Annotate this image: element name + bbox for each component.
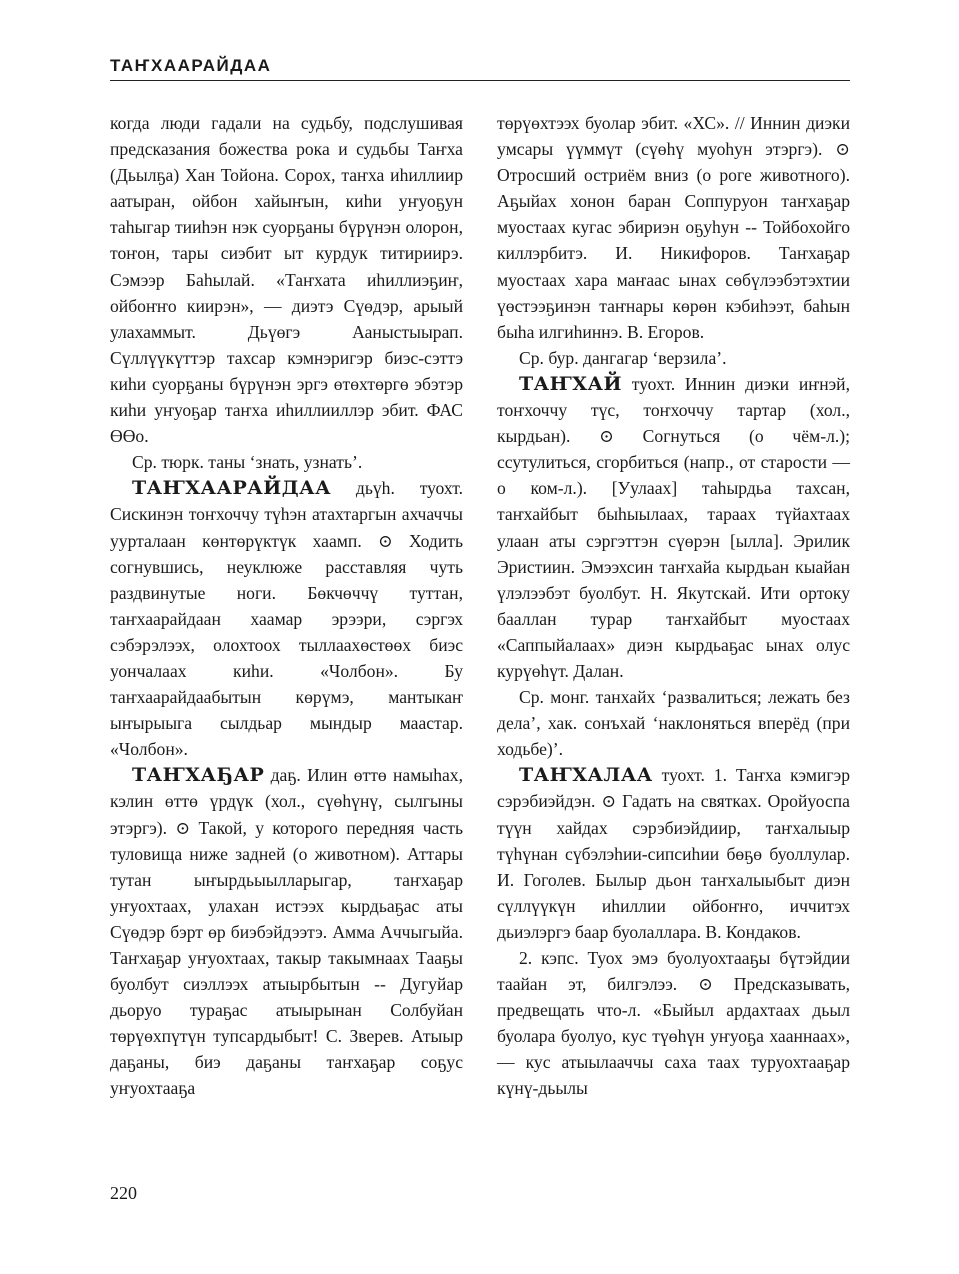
right-column <box>497 110 850 1102</box>
entry-tanhalaa-text: туохт. 1. Таҥха кэмигэр сэрэбиэйдэн. ⊙ Гадать на святках. Оройуоспа түүн хайдах сэрэбиэйдиир, таҥхалыыр түһүнан сүбэлэһии-сипсиһии бөҕө буоллулар. И. Гоголев. Былыр дьон таҥхалыыбыт диэн сүллүүкүн иһиллии ойбоҥҥо, иччитэх дьиэлэргэ баар буолаллара. В. Кондаков. <box>497 765 851 942</box>
right-etymology-1: Ср. бур. дангагар ‘верзила’. <box>519 347 727 368</box>
left-paragraph-1: когда люди гадали на судьбу, подслушивая предсказания божества рока и судьбы Таҥха (Дьылҕа) Хан Тойона. Сорох, таҥха иһиллиир аатыран, ойбон хайыҥын, киһи уҥуоҕун таһыгар тииһэн нэк суорҕаны бүрүнэн олорон, тоҥон, тары сиэбит ыт курдук титириирэ. Сэмээр Баһылай. «Таҥхата иһиллиэҕиҥ, ойбоҥҥо киирэн», — диэтэ Сүөдэр, арыый улахаммыт. Дьүөгэ Ааныстыырап. Сүллүүкүттэр тахсар кэмнэригэр биэс-сэттэ киһи суорҕаны бүрүнэн эргэ өтөхтөргө эбэтэр киһи уҥуоҕар таҥха иһиллииллэр эбит. ФАС ӨӨо. <box>110 113 463 447</box>
headword-tanhalaa: ТАҤХАЛАА <box>519 764 653 787</box>
right-paragraph-1: төрүөхтээх буолар эбит. «ХС». // Иннин диэки умсары үүммүт (сүөһү муоһун этэргэ). ⊙ Отросший остриём вниз (о роге животного). Аҕыйах хонон баран Соппуруон таҥхаҕар муостаах кугас эбириэн оҕуһун -- Тойбохойго киллэрбитэ. И. Никифоров. Таҥхаҕар муостаах хара маҥаас ынах сөбүлээбэтэхтии үөстээҕинэн таҥнары көрөн кэбиһээт, баһын быһа илгиһиннэ. В. Егоров. <box>497 113 850 342</box>
headword-tanhaaraidaa: ТАҤХААРАЙДАА <box>132 477 332 500</box>
headword-tanhai: ТАҤХАЙ <box>519 372 622 395</box>
header-rule <box>110 80 850 81</box>
entry-tanhaaraidaa <box>110 475 463 762</box>
entry-tanhalaa <box>497 762 850 945</box>
entry-tanhai <box>497 371 850 684</box>
entry-tanhai-text: туохт. Иннин диэки иҥнэй, тоҥхоччу түс, тоҥхоччу тартар (хол., кырдьан). ⊙ Согнуться (о чём-л.); ссутулиться, сгорбиться (напр., от старости — о ком-л.). [Уулаах] таһырдьа тахсан, таҥхайбыт быһыылаах, тараах түйахтаах улаан аты сэргэттэн сүөрэн [ылла]. Эрилик Эристиин. Эмээхсин таҥхайа кырдьан кыайан үлэлээбэт буолбут. Н. Якутскай. Ити ортоку бааллан турар таҥхайбыт муостаах «Саппыйалаах» диэн кырдьаҕас ынах олус курүөһүт. Далан. <box>497 373 850 681</box>
headword-tanhagar: ТАҤХАҔАР <box>132 764 265 787</box>
right-etymology-2: Ср. монг. танхайх ‘развалиться; лежать без дела’, хак. сонъхай ‘наклоняться вперёд (при ходьбе)’. <box>497 687 850 760</box>
left-etymology: Ср. тюрк. таны ‘знать, узнать’. <box>132 452 363 473</box>
running-title: ТАҤХААРАЙДАА <box>110 56 272 75</box>
entry-tanhalaa-sense-2: 2. кэпс. Туох эмэ буолуохтааҕы бүтэйдии таайан эт, билгэлээ. ⊙ Предсказывать, предвещать что-л. «Быйыл ардахтаах дьыл буолара буолуо, кус түөһүн уҥуоҕа хааннаах», — кус атыылааччы саха таах туруохтааҕар күнү-дьылы <box>497 948 850 1099</box>
entry-tanhagar-text: даҕ. Илин өттө намыһах, кэлин өттө үрдүк (хол., сүөһүнү, сылгыны этэргэ). ⊙ Такой, у которого передняя часть туловища ниже задней (о животном). Аттары тутан ыҥырдьыылларыгар, таҥхаҕар уҥуохтаах, улахан истээх кырдьаҕас аты Сүөдэр бэрт өр биэбэйдээтэ. Амма Аччыгыйа. Таҥхаҕар уҥуохтаах, такыр такымнаах Тааҕы буолбут сиэллээх атыырбытын -- Дугуйар дьоруо тураҕас атыырынан Солбуйан төрүөхпүтүн тупсардыбыт! С. Зверев. Атыыр даҕаны, биэ даҕаны таҥхаҕар соҕус уҥуохтааҕа <box>110 765 463 1099</box>
left-column <box>110 110 463 1102</box>
page-number: 220 <box>110 1183 137 1203</box>
entry-tanhaaraidaa-text: дьүһ. туохт. Сискинэн тоҥхоччу түһэн атахтаргын ахчаччы уурталаан көнтөрүктүк хаамп. ⊙ Ходить согнувшись, неуклюже расставляя чуть раздвинутые ноги. Бөкчөччү туттан, таҥхаарайдаан хаамар эрээри, сэргэх сэбэрэлээх, олохтоох тыллаахөстөөх биэс уончалаах киһи. «Чолбон». Бу таҥхаарайдаабытын көрүмэ, мантыкаҥ ыҥырыыга сылдьар мындыр маастар. «Чолбон». <box>110 478 463 760</box>
entry-tanhagar <box>110 762 463 1101</box>
